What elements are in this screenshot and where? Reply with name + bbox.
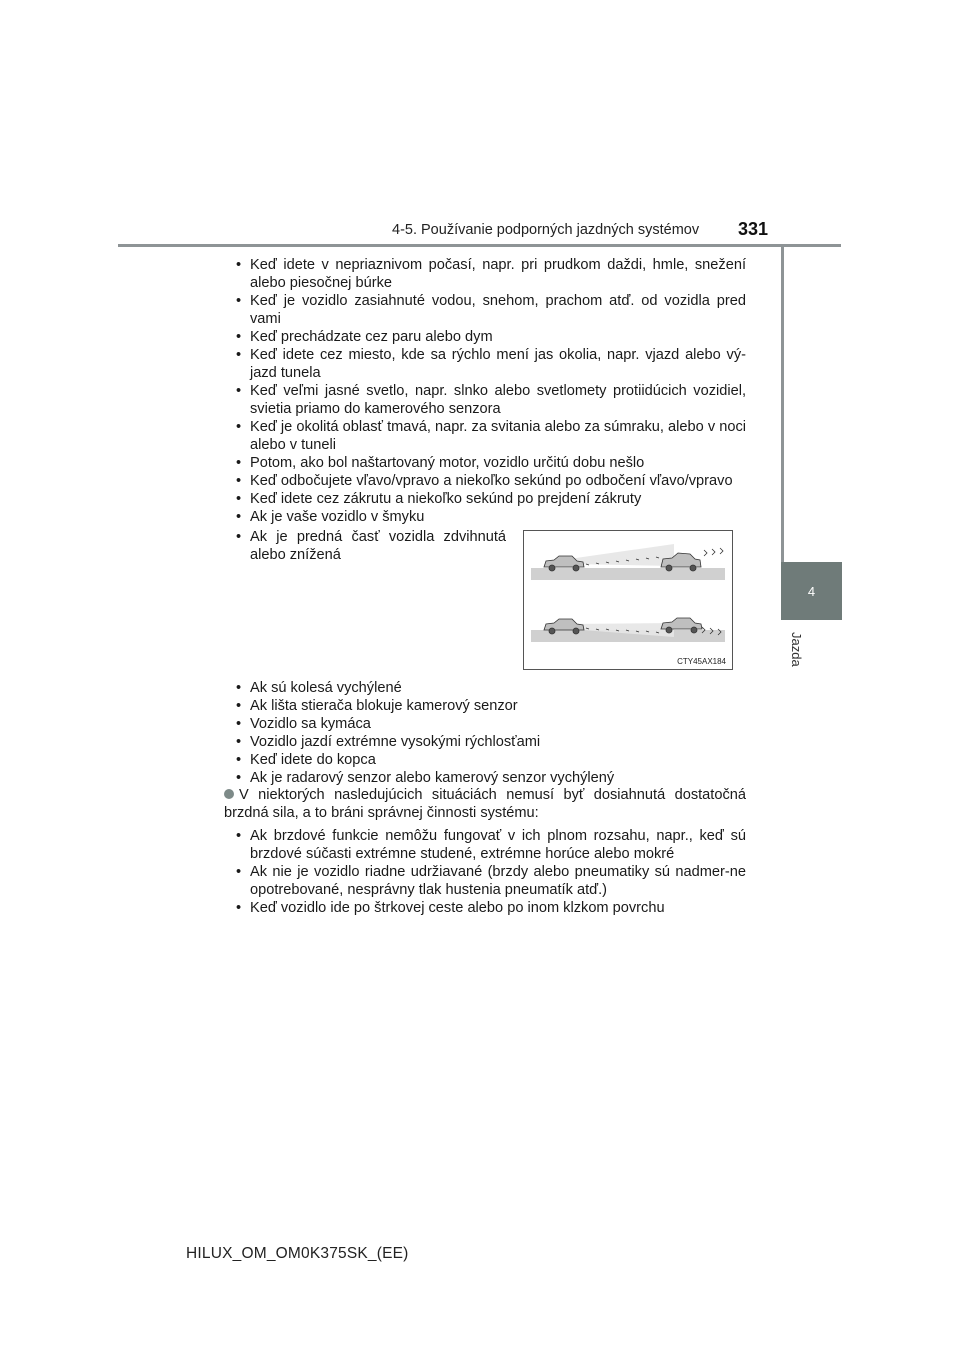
list-item: • Ak brzdové funkcie nemôžu fungovať v ich plnom rozsahu, napr., keď sú brzdové súčasti extrémne studené, extrémne horúce alebo mokré xyxy=(236,827,746,863)
document-code: HILUX_OM_OM0K375SK_(EE) xyxy=(186,1245,409,1262)
chapter-tab[interactable] xyxy=(781,562,842,620)
vehicle-tilt-figure xyxy=(523,530,733,670)
list-item: • Ak nie je vozidlo riadne udržiavané (brzdy alebo pneumatiky sú nadmer-ne opotrebované, nesprávny tlak hustenia pneumatík atď.) xyxy=(236,863,746,899)
list-item: • Keď idete v nepriaznivom počasí, napr. pri prudkom daždi, hmle, snežení alebo piesočnej búrke xyxy=(236,256,746,292)
condition-list xyxy=(236,256,746,526)
list-item: • Ak je radarový senzor alebo kamerový senzor vychýlený xyxy=(236,769,746,787)
page-number: 331 xyxy=(738,219,769,239)
list-item: • Keď odbočujete vľavo/vpravo a niekoľko sekúnd po odbočení vľavo/vpravo xyxy=(236,472,746,490)
bullet-dot-icon xyxy=(224,789,234,799)
list-item: • Keď idete do kopca xyxy=(236,751,746,769)
condition-list-continued xyxy=(236,679,746,787)
list-item: • Ak je predná časť vozidla zdvihnutá alebo znížená xyxy=(236,528,506,564)
list-item: • Keď je okolitá oblasť tmavá, napr. za svitania alebo za súmraku, alebo v noci alebo v tuneli xyxy=(236,418,746,454)
braking-note-text: V niektorých nasledujúcich situáciách nemusí byť dosiahnutá dostatočná brzdná sila, a to bráni správnej činnosti systému: xyxy=(224,787,746,821)
list-item: • Ak sú kolesá vychýlené xyxy=(236,679,746,697)
list-item: • Ak je vaše vozidlo v šmyku xyxy=(236,508,746,526)
list-item: • Keď vozidlo ide po štrkovej ceste alebo po inom klzkom povrchu xyxy=(236,899,746,917)
header-divider xyxy=(118,244,841,247)
condition-list-figure xyxy=(236,528,506,564)
figure-code: CTY45AX184 xyxy=(677,657,726,666)
list-item: • Potom, ako bol naštartovaný motor, vozidlo určitú dobu nešlo xyxy=(236,454,746,472)
list-item: • Keď idete cez miesto, kde sa rýchlo mení jas okolia, napr. vjazd alebo vý-jazd tunela xyxy=(236,346,746,382)
list-item: • Keď prechádzate cez paru alebo dym xyxy=(236,328,746,346)
list-item: • Keď veľmi jasné svetlo, napr. slnko alebo svetlomety protiidúcich vozidiel, svietia priamo do kamerového senzora xyxy=(236,382,746,418)
list-item: • Vozidlo jazdí extrémne vysokými rýchlosťami xyxy=(236,733,746,751)
braking-note xyxy=(224,786,746,822)
list-item: • Ak lišta stierača blokuje kamerový senzor xyxy=(236,697,746,715)
chapter-label: Jazda xyxy=(789,632,804,667)
side-divider xyxy=(781,246,784,562)
car-tilt-illustration-icon xyxy=(524,531,732,669)
list-item: • Keď je vozidlo zasiahnuté vodou, snehom, prachom atď. od vozidla pred vami xyxy=(236,292,746,328)
chapter-number: 4 xyxy=(807,584,816,599)
section-title: 4-5. Používanie podporných jazdných systémov xyxy=(392,222,700,238)
braking-condition-list xyxy=(236,827,746,917)
list-item: • Vozidlo sa kymáca xyxy=(236,715,746,733)
list-item: • Keď idete cez zákrutu a niekoľko sekúnd po prejdení zákruty xyxy=(236,490,746,508)
